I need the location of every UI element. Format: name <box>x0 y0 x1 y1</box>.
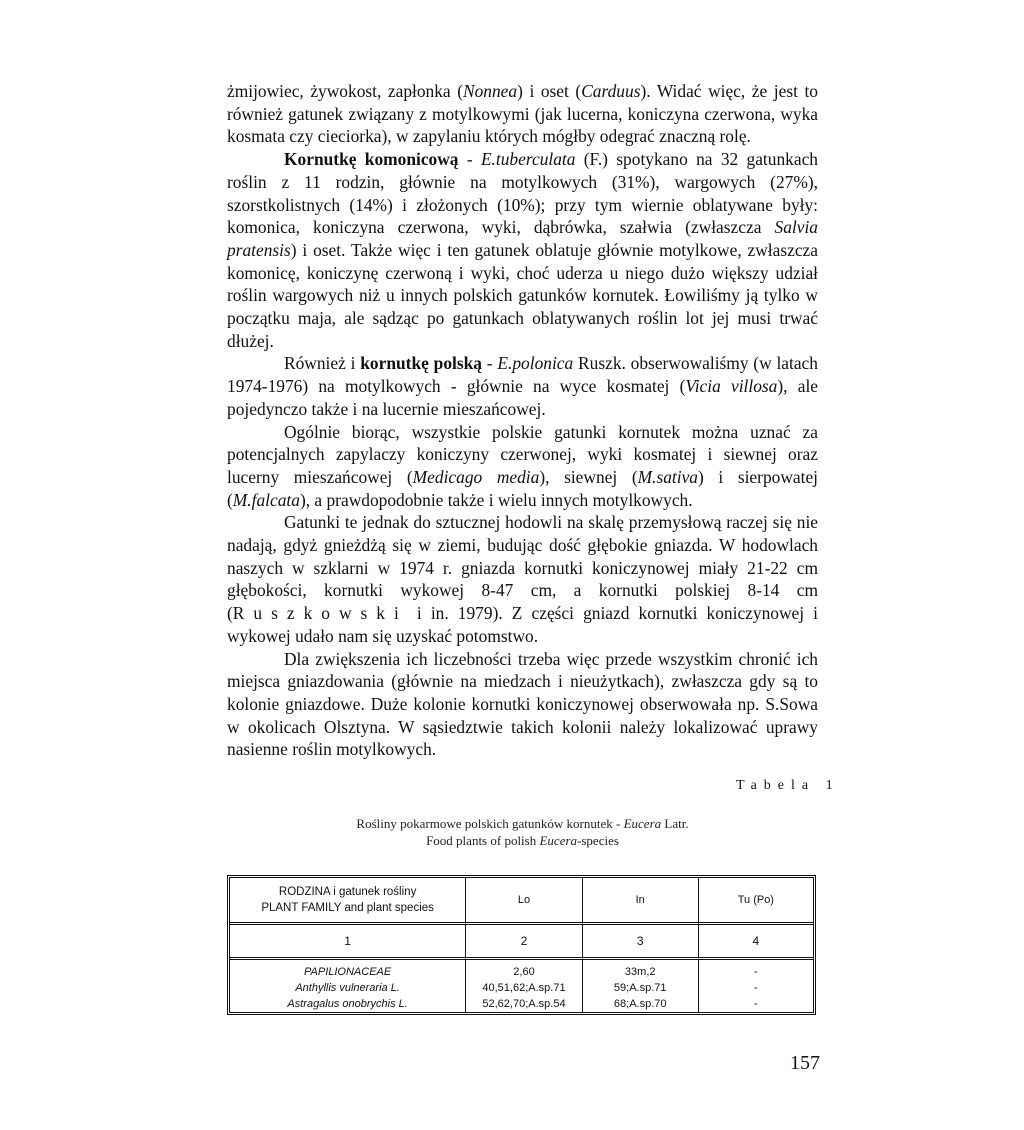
cell-lo: 40,51,62;A.sp.71 <box>465 980 582 996</box>
column-number-row <box>230 925 813 960</box>
taxon-polonica: E.polonica <box>497 353 574 374</box>
text-run: ), ale pojedynczo także i na lucernie mieszańcowej. <box>227 376 818 419</box>
caption-text: Food plants of polish <box>426 833 540 848</box>
text-run: - <box>458 149 481 170</box>
cell-lo: 52,62,70;A.sp.54 <box>465 996 582 1012</box>
header-family-pl: RODZINA i gatunek rośliny <box>278 886 417 898</box>
caption-text: Latr. <box>661 816 689 831</box>
cell-in: 68;A.sp.70 <box>582 996 698 1012</box>
plant-species: Astragalus onobrychis L. <box>287 998 408 1010</box>
caption-genus: Eucera <box>539 833 578 848</box>
table-row <box>230 960 813 980</box>
text-run: żmijowiec, żywokost, zapłonka ( <box>227 81 463 101</box>
text-run: (F.) spotykano na 32 gatunkach roślin z 11 rodzin, głównie na motylkowych (31%), wargowych (27%), szorstkolistnych (14%) i złożonych (10%); przy tym wiernie oblatywane były: komonica, koniczyna czerwona, wyki, dąbrówka, szałwia (zwłaszcza <box>227 149 818 238</box>
table-label: Tabela 1 <box>736 778 840 793</box>
text-run: i in. 1979). Z części gniazd kornutki koniczynowej i wykowej udało nam się uzyskać potomstwo. <box>227 603 818 646</box>
taxon-nonnea: Nonnea <box>463 81 518 101</box>
taxon-carduus: Carduus <box>581 81 641 101</box>
food-plants-table <box>227 875 816 1015</box>
table-row <box>230 996 813 1012</box>
cell-in: 59;A.sp.71 <box>582 980 698 996</box>
paragraph-6: Dla zwiększenia ich liczebności trzeba więc przede wszystkim chronić ich miejsca gniazdowania (głównie na miedzach i nieużytkach), zwłaszcza gdy są to kolonie gniazdowe. Duże kolonie kornutki koniczynowej obserwowała np. S.Sowa w okolicach Olsztyna. W sąsiedztwie takich kolonii należy lokalizować uprawy nasienne roślin motylkowych. <box>227 648 818 760</box>
cell-lo: 2,60 <box>465 960 582 980</box>
text-run: Ogólnie biorąc, wszystkie polskie gatunki kornutek można uznać za potencjalnych zapylaczy koniczyny czerwonej, wyki kosmatej i siewnej oraz lucerny mieszańcowej ( <box>227 421 818 487</box>
caption-text: -species <box>577 833 619 848</box>
column-number: 1 <box>230 925 465 960</box>
column-number: 2 <box>465 925 582 960</box>
caption-text: Rośliny pokarmowe polskich gatunków kornutek - <box>356 816 624 831</box>
cell-tu: - <box>698 996 813 1012</box>
text-run: ), a prawdopodobnie także i wielu innych motylkowych. <box>299 489 693 510</box>
header-family <box>230 878 465 925</box>
taxon-vicia: Vicia villosa <box>685 376 778 397</box>
text-run: Również i <box>284 353 361 374</box>
text-run: ) i sierpowatej ( <box>227 466 818 510</box>
paragraph-5 <box>227 511 818 647</box>
text-run: ) i oset. Także więc i ten gatunek oblatuje głównie motylkowe, zwłaszcza komonicę, koniczynę czerwoną i wyki, choć uderza u niego dużo większy udział roślin wargowych niż u innych polskich gatunków kornutek. Łowiliśmy ją tylko w początku maja, ale sądząc po gatunkach oblatywanych roślin lot jej musi trwać dłużej. <box>227 239 818 351</box>
cell-in: 33m,2 <box>582 960 698 980</box>
column-number: 4 <box>698 925 813 960</box>
paragraph-4 <box>227 421 818 512</box>
species-heading: Kornutkę komonicową <box>284 149 459 170</box>
column-number: 3 <box>582 925 698 960</box>
plant-family: PAPILIONACEAE <box>304 966 392 978</box>
header-in: In <box>582 878 698 925</box>
table-caption-pl <box>227 816 818 832</box>
paragraph-2 <box>227 148 818 352</box>
header-lo: Lo <box>465 878 582 925</box>
plant-species: Anthyllis vulneraria L. <box>295 982 400 994</box>
page-number: 157 <box>790 1052 820 1074</box>
taxon-falcata: M.falcata <box>232 489 300 510</box>
cell-tu: - <box>698 960 813 980</box>
taxon-tuberculata: E.tuberculata <box>480 149 576 170</box>
text-run: Ruszk. obserwowaliśmy (w latach 1974-1976) na motylkowych - głównie na wyce kosmatej ( <box>227 353 818 397</box>
text-run: ) i oset ( <box>517 81 582 101</box>
text-run: Gatunki te jednak do sztucznej hodowli na skalę przemysłową raczej się nie nadają, gdyż gnieżdżą się w ziemi, budując dość głębokie gniazda. W hodowlach naszych w szklarni w 1974 r. gniazda kornutki koniczynowej miały 21-22 cm głębokości, kornutki wykowej 8-47 cm, a kornutki polskiej 8-14 cm ( <box>227 512 818 624</box>
table-row <box>230 980 813 996</box>
body-text <box>227 80 818 761</box>
text-run: ), siewnej ( <box>539 466 638 487</box>
header-tu: Tu (Po) <box>698 878 813 925</box>
species-heading: kornutkę polską <box>360 353 482 374</box>
author-citation: Ruszkowski <box>232 603 408 624</box>
taxon-sativa: M.sativa <box>637 466 698 487</box>
paragraph-1 <box>227 80 818 148</box>
table-header-row <box>230 878 813 925</box>
header-family-en: PLANT FAMILY and plant species <box>261 902 434 914</box>
taxon-salvia: Salvia pratensis <box>227 217 818 260</box>
paragraph-3 <box>227 352 818 420</box>
cell-tu: - <box>698 980 813 996</box>
text-run: - <box>482 353 498 374</box>
table-caption-en <box>227 833 818 849</box>
taxon-medicago: Medicago media <box>412 466 540 487</box>
caption-genus: Eucera <box>623 816 662 831</box>
text-run: ). Widać więc, że jest to również gatunek związany z motylkowymi (jak lucerna, koniczyna czerwona, wyka kosmata czy cieciorka), w zapylaniu których mógłby odegrać znaczną rolę. <box>227 81 818 147</box>
